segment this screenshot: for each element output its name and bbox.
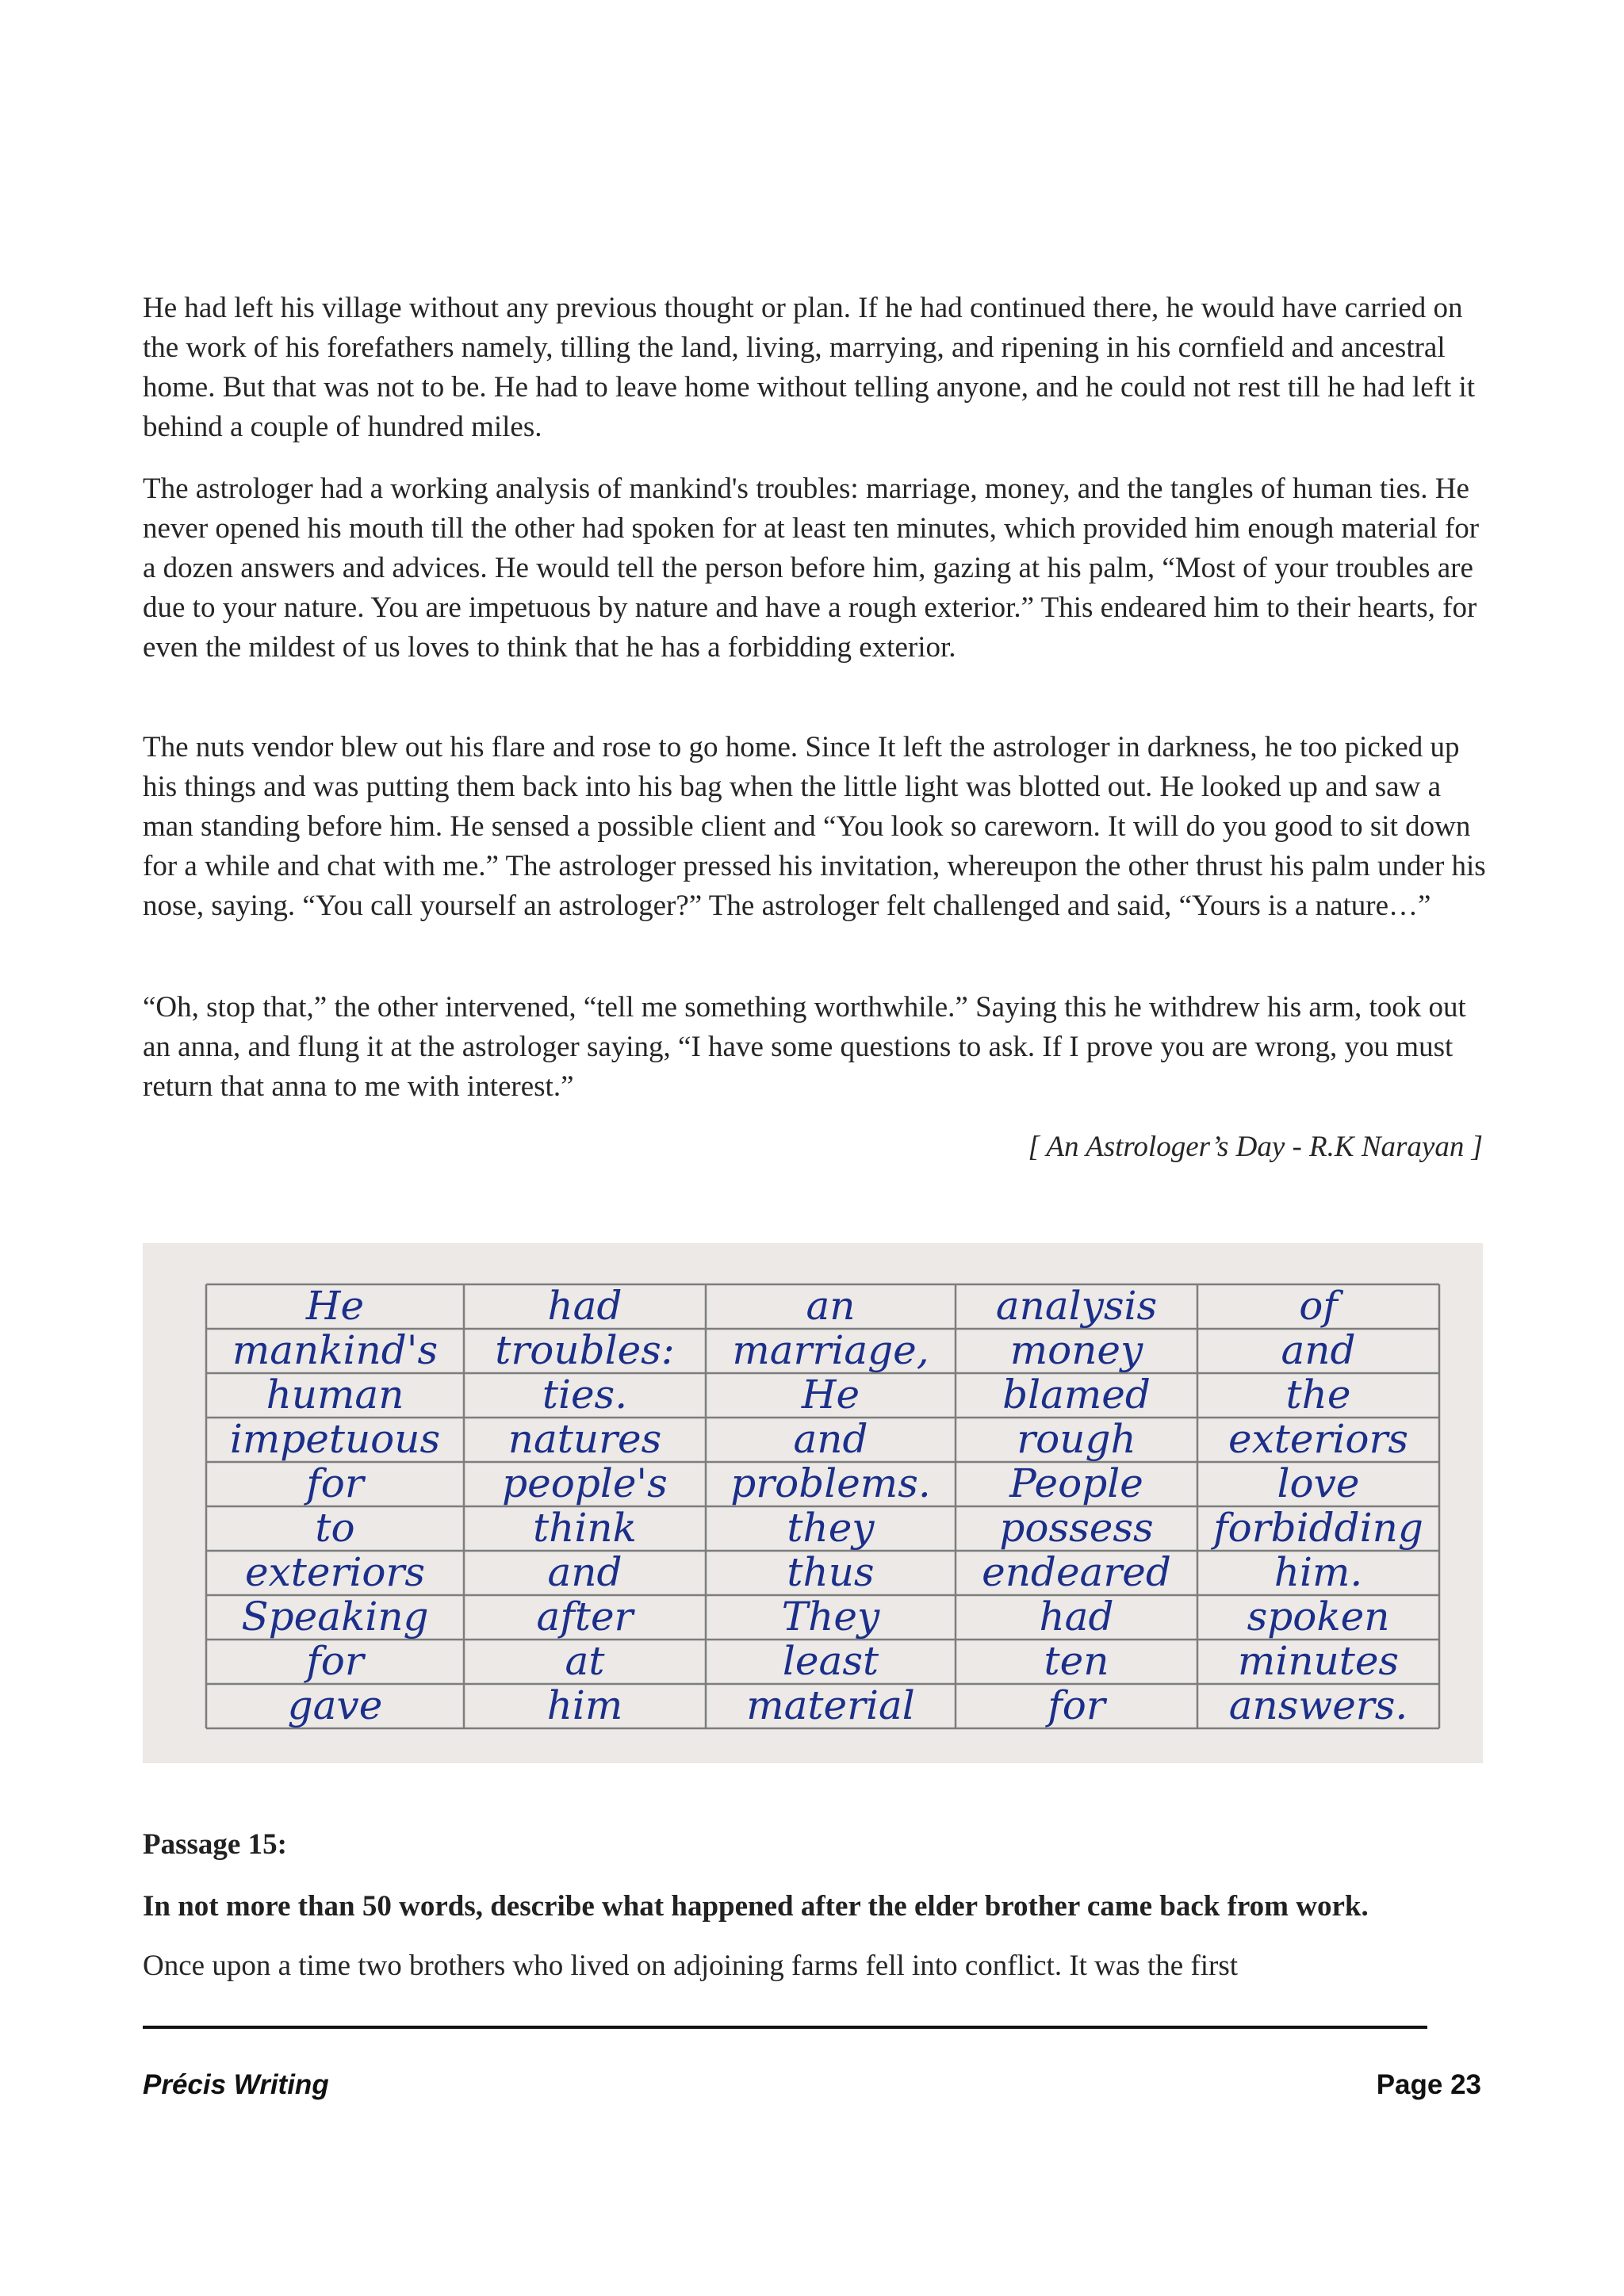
handwritten-word: troubles: — [495, 1327, 675, 1373]
handwritten-word: and — [547, 1549, 622, 1595]
handwritten-word: minutes — [1237, 1638, 1400, 1684]
handwritten-word-table — [143, 1243, 1483, 1763]
handwritten-word: gave — [287, 1682, 383, 1728]
handwritten-word: him. — [1274, 1549, 1363, 1595]
passage-paragraph-1: He had left his village without any previous thought or plan. If he had continued there, he would have carried on the work of his forefathers namely, tilling the land, living, marrying, and ripening in his cornfield and ancestral home. But that was not to be. He had to leave home without telling anyone, and he could not rest till he had left it behind a couple of hundred miles. — [143, 292, 1476, 443]
handwritten-word: exteriors — [1228, 1416, 1409, 1462]
handwritten-word: the — [1285, 1372, 1351, 1418]
handwritten-word: ties. — [542, 1372, 628, 1418]
handwritten-word: They — [781, 1594, 880, 1640]
handwritten-word: marriage, — [732, 1327, 929, 1373]
handwritten-word: impetuous — [229, 1416, 441, 1462]
handwritten-word: blamed — [1002, 1372, 1151, 1418]
handwritten-word: money — [1009, 1327, 1143, 1373]
handwritten-word: think — [533, 1505, 637, 1551]
handwritten-word: at — [565, 1638, 605, 1684]
handwritten-word: He — [801, 1372, 860, 1418]
handwritten-word: possess — [999, 1505, 1154, 1551]
handwritten-word: forbidding — [1213, 1505, 1423, 1551]
handwritten-word: to — [315, 1505, 355, 1551]
handwritten-word: for — [306, 1460, 364, 1506]
source-citation: [ An Astrologer’s Day - R.K Narayan ] — [1028, 1131, 1483, 1163]
handwritten-word-table-photo — [143, 1243, 1483, 1763]
passage-paragraph-4: “Oh, stop that,” the other intervened, “tell me something worthwhile.” Saying this he withdrew his arm, took out an anna, and flung it at the astrologer saying, “I have some questions to ask. If I prove you are wrong, you must return that anna to me with interest.” — [143, 991, 1466, 1103]
handwritten-word: mankind's — [232, 1327, 439, 1373]
handwritten-word: People — [1009, 1460, 1143, 1506]
handwritten-word: love — [1277, 1460, 1360, 1506]
handwritten-word: endeared — [982, 1549, 1171, 1595]
handwritten-word: had — [547, 1283, 622, 1329]
passage-paragraph-3: The nuts vendor blew out his flare and rose to go home. Since It left the astrologer in darkness, he too picked up his things and was putting them back into his bag when the little light was blotted out. He looked up and saw a man standing before him. He sensed a possible client and “You look so careworn. It will do you good to sit down for a while and chat with me.” The astrologer pressed his invitation, whereupon the other thrust his palm under his nose, saying. “You call yourself an astrologer?” The astrologer felt challenged and said, “Yours is a nature…” — [143, 731, 1486, 922]
handwritten-word: of — [1299, 1283, 1338, 1329]
handwritten-word: an — [806, 1283, 856, 1329]
handwritten-word: human — [266, 1372, 404, 1418]
footer-title: Précis Writing — [143, 2069, 329, 2100]
handwritten-word: for — [306, 1638, 364, 1684]
handwritten-word: him — [546, 1682, 623, 1728]
handwritten-word: material — [746, 1682, 915, 1728]
page-number: Page 23 — [1376, 2069, 1481, 2100]
handwritten-word: exteriors — [244, 1549, 426, 1595]
footer-divider — [143, 2026, 1427, 2029]
handwritten-word: answers. — [1228, 1682, 1408, 1728]
handwritten-word: people's — [502, 1460, 668, 1506]
handwritten-word: for — [1048, 1682, 1105, 1728]
handwritten-word: spoken — [1247, 1594, 1390, 1640]
passage-15-instruction: In not more than 50 words, describe what happened after the elder brother came back from work. — [143, 1890, 1369, 1923]
handwritten-word: Speaking — [241, 1594, 429, 1640]
handwritten-word: He — [305, 1283, 365, 1329]
passage-15-heading: Passage 15: — [143, 1828, 287, 1861]
handwritten-word: least — [782, 1638, 879, 1684]
handwritten-word: and — [1281, 1327, 1356, 1373]
handwritten-word: ten — [1044, 1638, 1109, 1684]
handwritten-word: they — [787, 1505, 875, 1551]
passage-15-opening: Once upon a time two brothers who lived on adjoining farms fell into conflict. It was the first — [143, 1950, 1239, 1982]
handwritten-word: analysis — [995, 1283, 1158, 1329]
handwritten-word: rough — [1017, 1416, 1136, 1462]
handwritten-word: and — [793, 1416, 868, 1462]
handwritten-word: thus — [787, 1549, 875, 1595]
handwritten-word: natures — [508, 1416, 662, 1462]
handwritten-word: problems. — [730, 1460, 931, 1506]
handwritten-word: had — [1039, 1594, 1114, 1640]
passage-paragraph-2: The astrologer had a working analysis of mankind's troubles: marriage, money, and the tangles of human ties. He never opened his mouth till the other had spoken for at least ten minutes, which provided him enough material for a dozen answers and advices. He would tell the person before him, gazing at his palm, “Most of your troubles are due to your nature. You are impetuous by nature and have a rough exterior.” This endeared him to their hearts, for even the mildest of us loves to think that he has a forbidding exterior. — [143, 473, 1480, 664]
handwritten-word: after — [536, 1594, 634, 1640]
